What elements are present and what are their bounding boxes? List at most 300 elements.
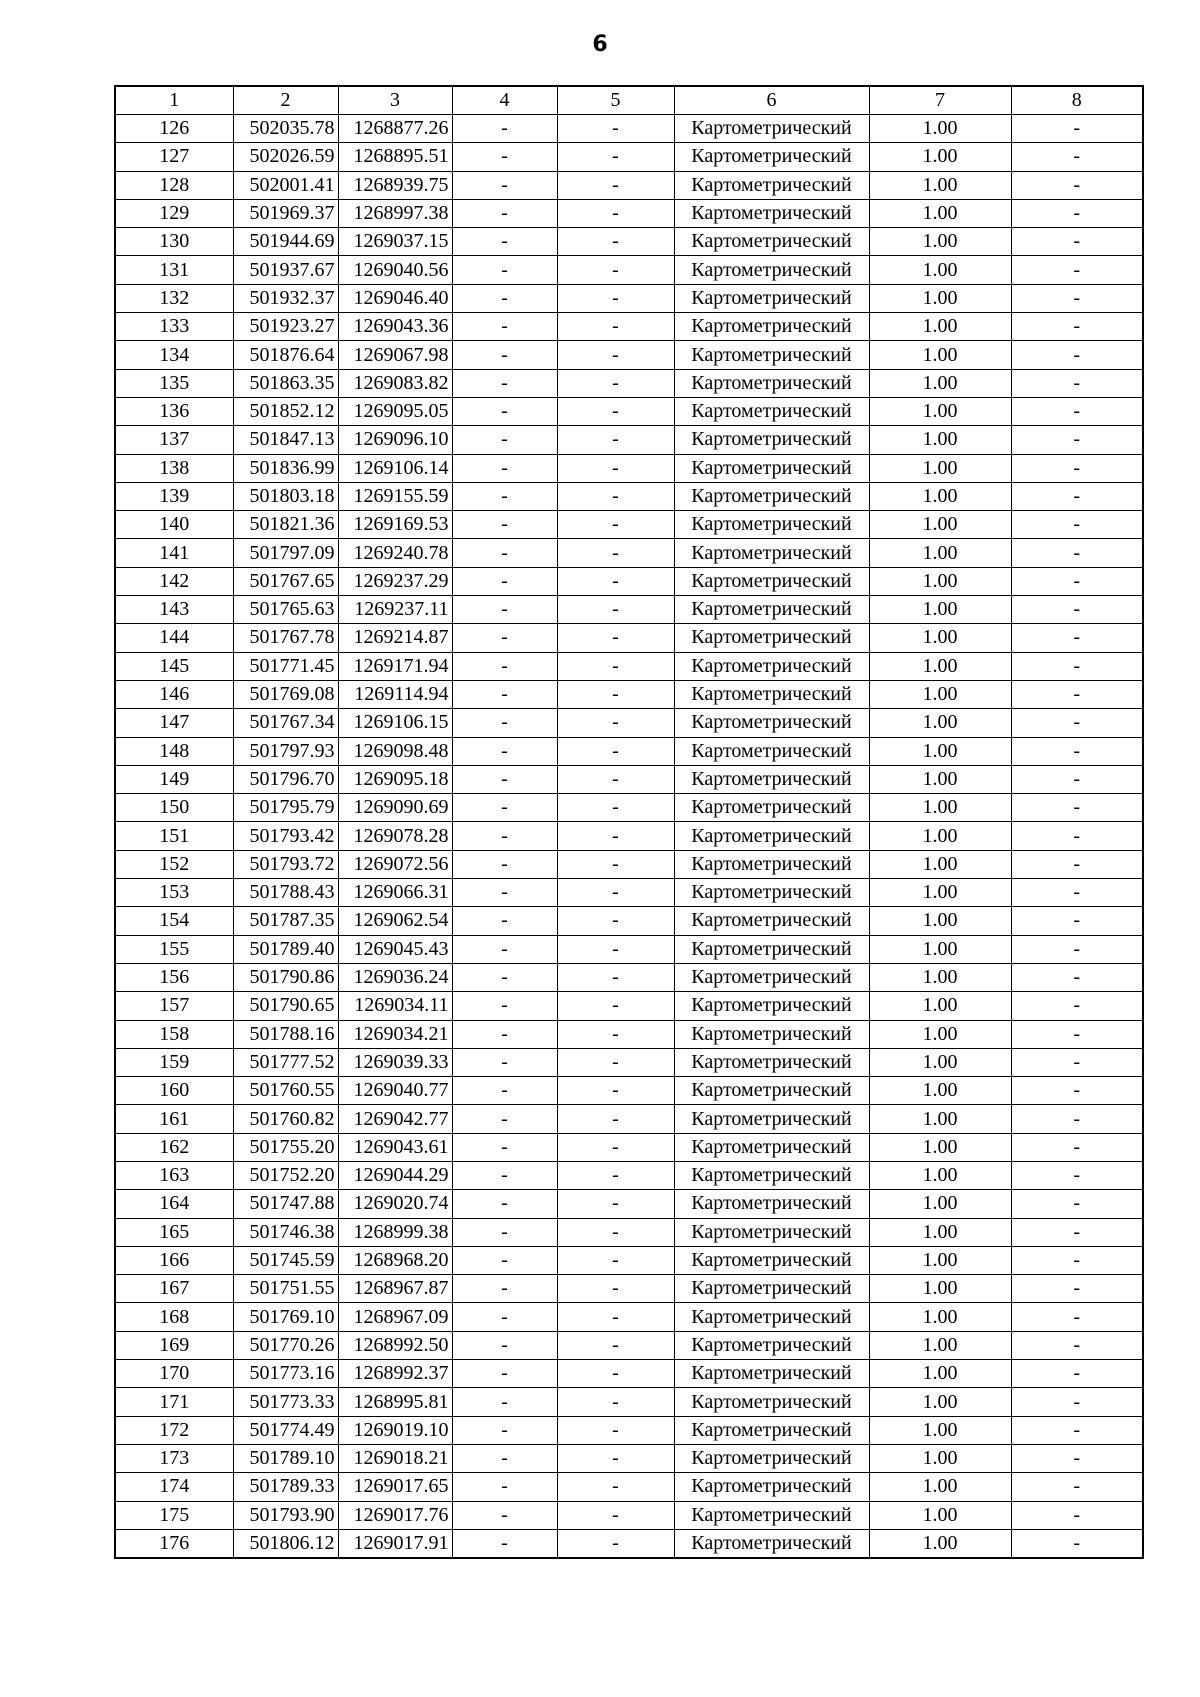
table-row [115, 1416, 1143, 1444]
table-cell: 501769.08 [233, 680, 338, 708]
table-cell: - [452, 1275, 557, 1303]
table-cell: - [1011, 992, 1143, 1020]
table-cell: 1.00 [869, 1020, 1011, 1048]
table-cell: 1269043.36 [338, 313, 452, 341]
table-cell: - [1011, 1501, 1143, 1529]
table-cell: 1.00 [869, 1303, 1011, 1331]
table-cell: - [557, 822, 674, 850]
table-cell: 147 [115, 709, 233, 737]
table-cell: Картометрический [674, 935, 869, 963]
table-row [115, 1105, 1143, 1133]
table-cell: - [452, 454, 557, 482]
table-row [115, 1360, 1143, 1388]
table-cell: - [557, 1473, 674, 1501]
table-cell: 136 [115, 397, 233, 425]
table-cell: 1.00 [869, 171, 1011, 199]
table-row [115, 143, 1143, 171]
table-cell: Картометрический [674, 822, 869, 850]
table-cell: 1.00 [869, 1246, 1011, 1274]
table-cell: - [557, 963, 674, 991]
table-cell: 501767.78 [233, 624, 338, 652]
table-cell: 501773.16 [233, 1360, 338, 1388]
table-cell: 1269066.31 [338, 879, 452, 907]
table-cell: 1269062.54 [338, 907, 452, 935]
table-cell: Картометрический [674, 567, 869, 595]
table-cell: Картометрический [674, 1218, 869, 1246]
table-cell: Картометрический [674, 313, 869, 341]
table-cell: 1.00 [869, 1077, 1011, 1105]
table-cell: 501803.18 [233, 482, 338, 510]
table-cell: 501769.10 [233, 1303, 338, 1331]
table-cell: Картометрический [674, 709, 869, 737]
table-cell: - [1011, 737, 1143, 765]
table-cell: 501770.26 [233, 1331, 338, 1359]
table-row [115, 454, 1143, 482]
table-cell: 1268999.38 [338, 1218, 452, 1246]
table-cell: - [557, 1161, 674, 1189]
table-cell: - [1011, 511, 1143, 539]
table-cell: 151 [115, 822, 233, 850]
table-cell: - [452, 794, 557, 822]
table-cell: - [557, 1246, 674, 1274]
table-cell: - [452, 1444, 557, 1472]
table-cell: - [557, 709, 674, 737]
table-cell: - [557, 1133, 674, 1161]
table-cell: - [557, 567, 674, 595]
table-row [115, 709, 1143, 737]
table-cell: - [557, 935, 674, 963]
table-cell: - [452, 1077, 557, 1105]
table-cell: - [452, 1303, 557, 1331]
table-cell: - [557, 539, 674, 567]
table-cell: 501797.09 [233, 539, 338, 567]
table-cell: - [1011, 652, 1143, 680]
table-cell: Картометрический [674, 1529, 869, 1558]
table-cell: 1269098.48 [338, 737, 452, 765]
table-cell: - [557, 1077, 674, 1105]
table-cell: 501751.55 [233, 1275, 338, 1303]
table-cell: 501760.55 [233, 1077, 338, 1105]
table-cell: 164 [115, 1190, 233, 1218]
table-body [115, 115, 1143, 1558]
table-cell: - [1011, 1388, 1143, 1416]
table-cell: - [557, 284, 674, 312]
table-cell: 145 [115, 652, 233, 680]
table-row [115, 397, 1143, 425]
table-cell: - [452, 511, 557, 539]
table-row [115, 1133, 1143, 1161]
table-cell: - [452, 1473, 557, 1501]
column-header: 2 [233, 86, 338, 115]
table-cell: - [1011, 115, 1143, 143]
table-cell: 144 [115, 624, 233, 652]
table-cell: Картометрический [674, 1246, 869, 1274]
table-cell: 501767.34 [233, 709, 338, 737]
table-cell: 502001.41 [233, 171, 338, 199]
table-cell: 1.00 [869, 284, 1011, 312]
table-row [115, 426, 1143, 454]
column-header: 8 [1011, 86, 1143, 115]
table-row [115, 1048, 1143, 1076]
table-cell: - [557, 228, 674, 256]
table-cell: 1.00 [869, 1190, 1011, 1218]
table-cell: 142 [115, 567, 233, 595]
table-cell: - [1011, 624, 1143, 652]
table-cell: - [1011, 1303, 1143, 1331]
coordinates-table [114, 85, 1144, 1559]
table-cell: 1269169.53 [338, 511, 452, 539]
table-cell: 1269096.10 [338, 426, 452, 454]
table-cell: 128 [115, 171, 233, 199]
table-cell: 131 [115, 256, 233, 284]
table-cell: Картометрический [674, 624, 869, 652]
table-cell: 1269018.21 [338, 1444, 452, 1472]
table-cell: 501789.40 [233, 935, 338, 963]
table-cell: - [1011, 143, 1143, 171]
table-cell: 173 [115, 1444, 233, 1472]
table-cell: Картометрический [674, 1133, 869, 1161]
table-cell: 501752.20 [233, 1161, 338, 1189]
table-cell: Картометрический [674, 963, 869, 991]
table-cell: - [452, 652, 557, 680]
table-cell: - [1011, 1416, 1143, 1444]
table-row [115, 1020, 1143, 1048]
table-row [115, 284, 1143, 312]
table-cell: 1.00 [869, 1473, 1011, 1501]
table-cell: - [1011, 907, 1143, 935]
table-cell: 501821.36 [233, 511, 338, 539]
table-row [115, 963, 1143, 991]
table-cell: - [452, 737, 557, 765]
table-cell: - [452, 709, 557, 737]
table-cell: 1.00 [869, 794, 1011, 822]
table-cell: 501793.42 [233, 822, 338, 850]
table-cell: 501876.64 [233, 341, 338, 369]
table-cell: 1268992.37 [338, 1360, 452, 1388]
table-cell: 1.00 [869, 709, 1011, 737]
table-row [115, 765, 1143, 793]
table-cell: Картометрический [674, 199, 869, 227]
table-cell: 1269034.21 [338, 1020, 452, 1048]
table-cell: 501937.67 [233, 256, 338, 284]
table-cell: - [452, 1190, 557, 1218]
table-cell: - [452, 822, 557, 850]
table-cell: 1268995.81 [338, 1388, 452, 1416]
table-cell: 1.00 [869, 1048, 1011, 1076]
table-cell: - [1011, 397, 1143, 425]
table-cell: 1.00 [869, 1444, 1011, 1472]
table-cell: Картометрический [674, 1161, 869, 1189]
table-cell: - [452, 992, 557, 1020]
table-cell: 1269090.69 [338, 794, 452, 822]
table-cell: 1268967.09 [338, 1303, 452, 1331]
table-cell: 501771.45 [233, 652, 338, 680]
table-row [115, 1501, 1143, 1529]
table-cell: 1269240.78 [338, 539, 452, 567]
table-cell: 163 [115, 1161, 233, 1189]
table-cell: - [557, 794, 674, 822]
table-cell: - [452, 1529, 557, 1558]
table-cell: 1.00 [869, 1388, 1011, 1416]
table-cell: Картометрический [674, 115, 869, 143]
table-cell: 1269072.56 [338, 850, 452, 878]
table-cell: - [557, 454, 674, 482]
table-cell: - [452, 369, 557, 397]
table-cell: 1269037.15 [338, 228, 452, 256]
table-cell: 170 [115, 1360, 233, 1388]
table-cell: 157 [115, 992, 233, 1020]
table-cell: - [452, 256, 557, 284]
table-cell: 1.00 [869, 482, 1011, 510]
table-cell: - [557, 596, 674, 624]
table-cell: - [1011, 1048, 1143, 1076]
table-cell: Картометрический [674, 1105, 869, 1133]
table-row [115, 341, 1143, 369]
table-row [115, 199, 1143, 227]
table-cell: 154 [115, 907, 233, 935]
table-cell: 1.00 [869, 454, 1011, 482]
table-cell: - [452, 963, 557, 991]
table-cell: - [557, 1360, 674, 1388]
table-cell: 1.00 [869, 143, 1011, 171]
table-cell: 1.00 [869, 341, 1011, 369]
table-cell: 501852.12 [233, 397, 338, 425]
table-cell: 1.00 [869, 256, 1011, 284]
table-cell: 1269083.82 [338, 369, 452, 397]
table-cell: 1.00 [869, 935, 1011, 963]
table-cell: 1.00 [869, 1331, 1011, 1359]
column-header: 4 [452, 86, 557, 115]
table-cell: 1.00 [869, 511, 1011, 539]
table-cell: - [1011, 482, 1143, 510]
column-header: 1 [115, 86, 233, 115]
table-cell: 1.00 [869, 369, 1011, 397]
table-cell: 1268997.38 [338, 199, 452, 227]
table-cell: Картометрический [674, 765, 869, 793]
table-cell: 1.00 [869, 1161, 1011, 1189]
table-cell: 1.00 [869, 850, 1011, 878]
table-cell: 1.00 [869, 1501, 1011, 1529]
table-cell: 1269214.87 [338, 624, 452, 652]
table-cell: - [452, 313, 557, 341]
table-cell: 501797.93 [233, 737, 338, 765]
table-cell: - [1011, 935, 1143, 963]
table-cell: - [1011, 539, 1143, 567]
table-cell: - [452, 171, 557, 199]
table-cell: Картометрический [674, 482, 869, 510]
table-cell: 1268895.51 [338, 143, 452, 171]
table-cell: - [557, 1020, 674, 1048]
table-cell: 1.00 [869, 680, 1011, 708]
table-cell: - [452, 1501, 557, 1529]
table-cell: Картометрический [674, 1360, 869, 1388]
table-cell: 1269067.98 [338, 341, 452, 369]
table-cell: 1.00 [869, 1416, 1011, 1444]
table-cell: - [1011, 596, 1143, 624]
table-cell: - [1011, 680, 1143, 708]
table-row [115, 652, 1143, 680]
table-cell: 1269045.43 [338, 935, 452, 963]
table-row [115, 369, 1143, 397]
table-cell: 1.00 [869, 1105, 1011, 1133]
table-cell: 1.00 [869, 737, 1011, 765]
table-cell: - [452, 143, 557, 171]
table-row [115, 313, 1143, 341]
table-cell: 166 [115, 1246, 233, 1274]
table-cell: 502035.78 [233, 115, 338, 143]
table-cell: 1.00 [869, 115, 1011, 143]
table-cell: 141 [115, 539, 233, 567]
table-row [115, 596, 1143, 624]
table-cell: - [452, 115, 557, 143]
column-header: 5 [557, 86, 674, 115]
table-cell: - [452, 228, 557, 256]
table-cell: - [557, 115, 674, 143]
table-cell: - [452, 624, 557, 652]
table-cell: Картометрический [674, 397, 869, 425]
table-cell: - [557, 1275, 674, 1303]
table-cell: 1.00 [869, 1275, 1011, 1303]
table-cell: - [557, 1501, 674, 1529]
table-cell: Картометрический [674, 341, 869, 369]
table-cell: - [1011, 822, 1143, 850]
table-cell: 501932.37 [233, 284, 338, 312]
table-cell: 1.00 [869, 313, 1011, 341]
table-cell: Картометрический [674, 284, 869, 312]
table-cell: Картометрический [674, 1048, 869, 1076]
table-cell: 1.00 [869, 765, 1011, 793]
table-cell: - [452, 199, 557, 227]
table-cell: 1.00 [869, 228, 1011, 256]
table-cell: - [452, 1246, 557, 1274]
table-cell: 501767.65 [233, 567, 338, 595]
table-cell: - [557, 992, 674, 1020]
table-cell: 169 [115, 1331, 233, 1359]
table-cell: 501788.16 [233, 1020, 338, 1048]
table-cell: Картометрический [674, 850, 869, 878]
table-cell: 1268967.87 [338, 1275, 452, 1303]
table-header-row [115, 86, 1143, 115]
table-row [115, 1529, 1143, 1558]
table-cell: 1269171.94 [338, 652, 452, 680]
table-cell: - [557, 1529, 674, 1558]
table-cell: - [452, 1133, 557, 1161]
table-cell: 1268968.20 [338, 1246, 452, 1274]
table-cell: 1269237.29 [338, 567, 452, 595]
table-cell: 501760.82 [233, 1105, 338, 1133]
table-cell: Картометрический [674, 1473, 869, 1501]
table-cell: Картометрический [674, 1331, 869, 1359]
table-cell: 1269155.59 [338, 482, 452, 510]
table-cell: Картометрический [674, 1190, 869, 1218]
table-cell: - [1011, 313, 1143, 341]
table-cell: - [452, 539, 557, 567]
table-cell: - [452, 426, 557, 454]
table-cell: Картометрический [674, 171, 869, 199]
table-cell: - [557, 1190, 674, 1218]
table-cell: 501793.72 [233, 850, 338, 878]
table-cell: 1.00 [869, 199, 1011, 227]
table-cell: - [452, 1388, 557, 1416]
table-cell: 501787.35 [233, 907, 338, 935]
table-cell: 1269034.11 [338, 992, 452, 1020]
table-cell: 501788.43 [233, 879, 338, 907]
table-cell: 1269020.74 [338, 1190, 452, 1218]
table-cell: - [452, 1331, 557, 1359]
table-cell: Картометрический [674, 737, 869, 765]
table-cell: - [1011, 850, 1143, 878]
table-cell: - [452, 1048, 557, 1076]
table-cell: Картометрический [674, 1303, 869, 1331]
table-cell: - [452, 397, 557, 425]
table-cell: 1.00 [869, 1529, 1011, 1558]
table-cell: - [452, 341, 557, 369]
table-row [115, 907, 1143, 935]
table-cell: - [557, 341, 674, 369]
table-row [115, 256, 1143, 284]
table-cell: Картометрический [674, 1020, 869, 1048]
table-cell: 501790.65 [233, 992, 338, 1020]
table-cell: 501795.79 [233, 794, 338, 822]
table-cell: - [557, 624, 674, 652]
table-cell: - [557, 1048, 674, 1076]
table-cell: 1.00 [869, 1360, 1011, 1388]
table-cell: 1.00 [869, 963, 1011, 991]
table-row [115, 850, 1143, 878]
table-cell: 501747.88 [233, 1190, 338, 1218]
table-cell: 1.00 [869, 822, 1011, 850]
table-cell: Картометрический [674, 1416, 869, 1444]
table-cell: - [1011, 567, 1143, 595]
table-cell: - [557, 256, 674, 284]
table-cell: 1269019.10 [338, 1416, 452, 1444]
table-cell: - [1011, 171, 1143, 199]
table-cell: - [557, 511, 674, 539]
table-cell: - [557, 426, 674, 454]
table-cell: - [452, 1416, 557, 1444]
table-cell: - [1011, 1331, 1143, 1359]
table-row [115, 624, 1143, 652]
table-cell: 140 [115, 511, 233, 539]
table-row [115, 992, 1143, 1020]
table-cell: 1269106.14 [338, 454, 452, 482]
table-cell: 162 [115, 1133, 233, 1161]
table-cell: 1.00 [869, 567, 1011, 595]
table-cell: Картометрический [674, 596, 869, 624]
table-cell: - [452, 1161, 557, 1189]
table-cell: 146 [115, 680, 233, 708]
table-row [115, 228, 1143, 256]
table-cell: - [1011, 454, 1143, 482]
table-row [115, 539, 1143, 567]
table-cell: 127 [115, 143, 233, 171]
table-cell: - [557, 199, 674, 227]
table-cell: - [1011, 1246, 1143, 1274]
table-cell: - [452, 284, 557, 312]
table-cell: - [557, 765, 674, 793]
table-cell: 1.00 [869, 992, 1011, 1020]
table-cell: 501944.69 [233, 228, 338, 256]
table-cell: - [1011, 228, 1143, 256]
table-cell: 501745.59 [233, 1246, 338, 1274]
table-cell: 165 [115, 1218, 233, 1246]
table-cell: - [557, 143, 674, 171]
table-cell: Картометрический [674, 228, 869, 256]
table-cell: 126 [115, 115, 233, 143]
table-cell: - [557, 171, 674, 199]
table-row [115, 115, 1143, 143]
table-cell: - [1011, 1161, 1143, 1189]
